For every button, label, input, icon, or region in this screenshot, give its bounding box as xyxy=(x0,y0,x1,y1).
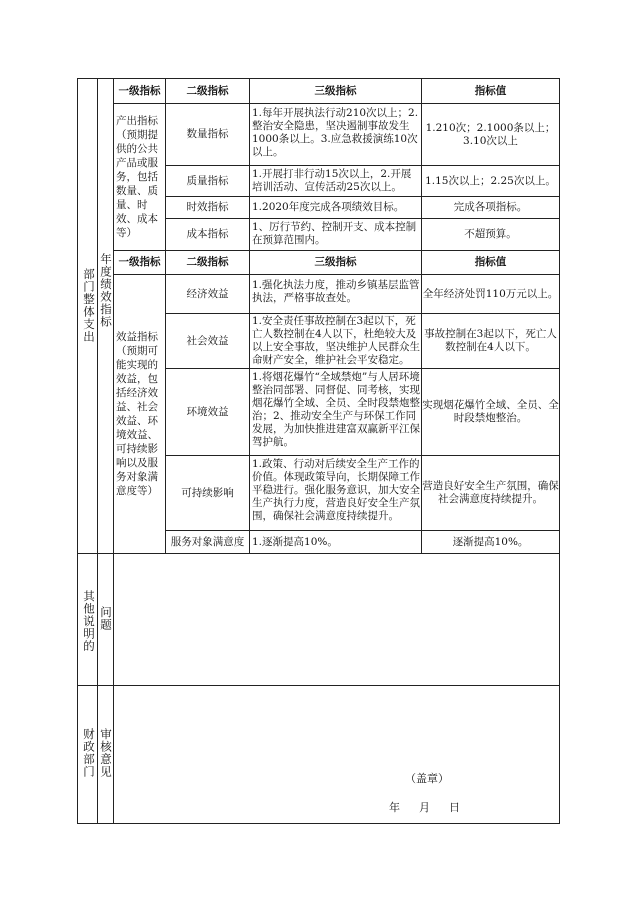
benefit-level2-sustain: 可持续影响 xyxy=(181,486,234,499)
output-value-quantity: 1.210次；2.1000条以上；3.10次以上 xyxy=(425,121,556,147)
header-level1: 一级指标 xyxy=(118,84,161,97)
output-level2-timeliness: 时效指标 xyxy=(186,201,229,213)
output-level3-timeliness: 1.2020年度完成各项绩效目标。 xyxy=(252,201,405,213)
seal-day: 日 xyxy=(449,801,460,814)
border-left xyxy=(77,78,78,824)
benefit-value-environment: 实现烟花爆竹全域、全员、全时段禁炮整治。 xyxy=(422,399,559,424)
header-value: 指标值 xyxy=(474,84,507,97)
benefit-level3-sustain: 1.政策、行动对后续安全生产工作的价值。体现政策导向，长期保障工作平稳进行。强化服务意识，加大安全生产执行力度，营造良好安全生产氛围，确保社会满意度持续提升。 xyxy=(252,458,420,522)
side-label-issue: 问题 xyxy=(99,606,113,631)
header2-value: 指标值 xyxy=(474,256,507,268)
header-level3: 三级指标 xyxy=(314,84,357,97)
side-label-other: 其他说明的 xyxy=(82,590,96,653)
header-level2: 二级指标 xyxy=(186,84,229,97)
seal-year: 年 xyxy=(389,801,400,814)
side-label-review: 审核意见 xyxy=(99,728,113,778)
header2-level1: 一级指标 xyxy=(118,256,161,268)
seal-stamp: （盖章） xyxy=(405,772,449,785)
output-value-timeliness: 完成各项指标。 xyxy=(453,201,528,213)
output-level3-quantity: 1.每年开展执法行动210次以上；2.整治安全隐患，坚决遏制事故发生1000条以上。3.应急救援演练10次以上。 xyxy=(252,107,419,158)
output-value-cost: 不超预算。 xyxy=(464,228,517,240)
benefit-level2-satisfaction: 服务对象满意度 xyxy=(170,535,245,548)
benefit-value-social: 事故控制在3起以下，死亡人数控制在4人以下。 xyxy=(424,328,557,353)
header2-level3: 三级指标 xyxy=(314,256,357,268)
output-value-quality: 1.15次以上；2.25次以上。 xyxy=(425,174,556,187)
divider-section-2 xyxy=(77,553,560,554)
output-level1: 产出指标（预期提供的公共产品或服务，包括数量、质量、时效、成本等） xyxy=(116,115,158,239)
benefit-value-economic: 全年经济处罚110万元以上。 xyxy=(422,287,559,300)
divider-col-3 xyxy=(249,78,250,554)
seal-month: 月 xyxy=(419,801,430,814)
output-level3-cost: 1、厉行节约、控制开支、成本控制在预算范围内。 xyxy=(252,221,417,246)
divider-section-3 xyxy=(77,685,560,686)
benefit-level3-economic: 1.强化执法力度，推动乡镇基层监管执法，严格事故查处。 xyxy=(252,279,420,304)
benefit-level2-economic: 经济效益 xyxy=(186,287,229,300)
benefit-level3-environment: 1.将烟花爆竹“全域禁炮”与人居环境整治同部署、同督促、同考核，实现烟花爆竹全域、全员、全时段禁炮整治；2、推动安全生产与环保工作同发展，为加快推进建富双赢新平江保驾护航。 xyxy=(252,371,420,448)
side-label-annual: 年度绩效指标 xyxy=(99,253,113,328)
divider-col-1 xyxy=(113,78,114,824)
output-level2-cost: 成本指标 xyxy=(186,228,229,240)
benefit-value-sustain: 营造良好安全生产氛围，确保社会满意度持续提升。 xyxy=(422,480,559,505)
side-label-finance: 财政部门 xyxy=(82,728,96,778)
benefit-level3-social: 1.安全责任事故控制在3起以下，死亡人数控制在4人以下，杜绝较大及以上安全事故，坚决维护人民群众生命财产安全，维护社会平安稳定。 xyxy=(252,315,420,366)
divider-side xyxy=(97,78,98,824)
output-level3-quality: 1.开展打非行动15次以上，2.开展培训活动、宣传活动25次以上。 xyxy=(252,168,412,193)
benefit-level2-social: 社会效益 xyxy=(186,334,229,347)
border-bottom xyxy=(77,823,560,824)
border-right xyxy=(559,78,560,824)
header2-level2: 二级指标 xyxy=(186,256,229,268)
benefit-level3-satisfaction: 1.逐渐提高10%。 xyxy=(252,535,338,548)
side-label-dept: 部门整体支出 xyxy=(82,268,96,343)
benefit-level2-environment: 环境效益 xyxy=(186,405,229,418)
benefit-value-satisfaction: 逐渐提高10%。 xyxy=(452,535,529,548)
benefit-level1: 效益指标（预期可能实现的效益，包括经济效益、社会效益、环境效益、可持续影响以及服务对象满意度等） xyxy=(116,331,158,497)
output-level2-quantity: 数量指标 xyxy=(186,128,229,140)
output-level2-quality: 质量指标 xyxy=(186,174,229,187)
